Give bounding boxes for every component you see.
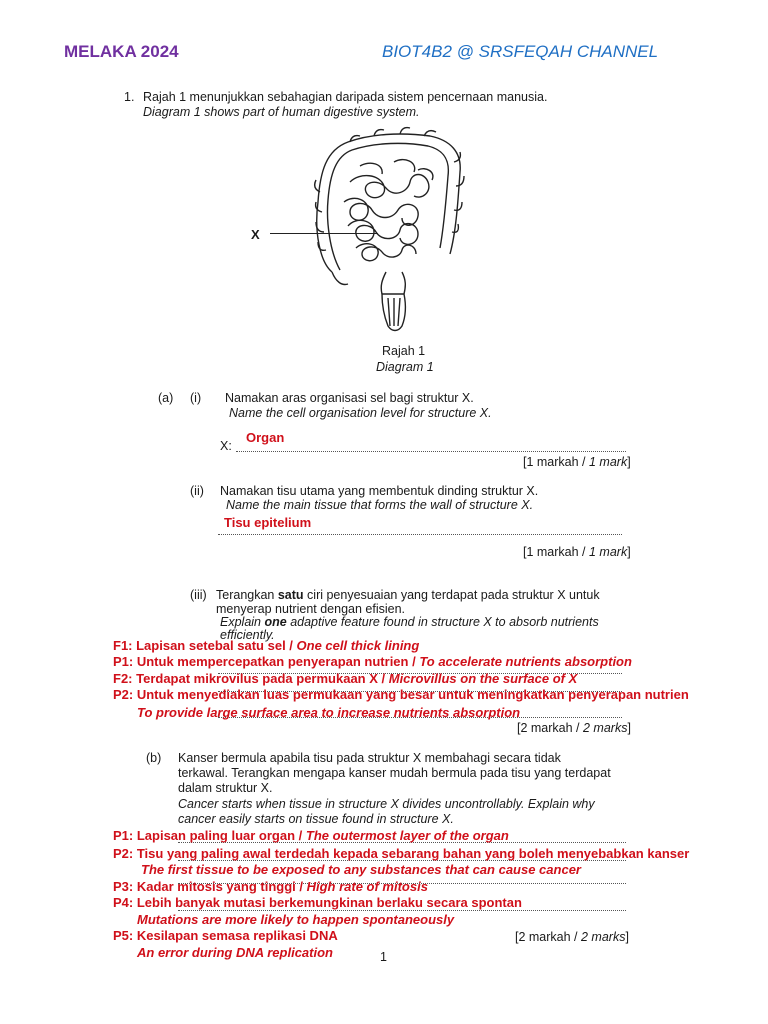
part-a-iii-label: (iii) bbox=[190, 588, 207, 602]
part-a-i-answer-line bbox=[236, 451, 626, 452]
part-b-question-ms-1: Kanser bermula apabila tisu pada struktur X membahagi secara tidak bbox=[178, 751, 561, 765]
part-a-label: (a) bbox=[158, 391, 174, 405]
part-b-answer-p5: P5: Kesilapan semasa replikasi DNA bbox=[113, 928, 338, 943]
part-a-iii-question-ms: Terangkan satu ciri penyesuaian yang terdapat pada struktur X untuk bbox=[216, 588, 600, 602]
diagram-caption-ms: Rajah 1 bbox=[382, 344, 426, 358]
part-a-iii-answer-p1: P1: Untuk mempercepatkan penyerapan nutrien / To accelerate nutrients absorption bbox=[113, 654, 632, 669]
structure-x-pointer-line bbox=[270, 233, 378, 234]
structure-x-label: X bbox=[251, 227, 260, 242]
page-number: 1 bbox=[380, 950, 387, 964]
part-b-marks: [2 markah / 2 marks] bbox=[515, 930, 629, 944]
part-a-i-prefix: X: bbox=[220, 439, 232, 453]
part-b-question-en-2: cancer easily starts on tissue found in structure X. bbox=[178, 812, 454, 826]
part-b-answer-p4: P4: Lebih banyak mutasi berkemungkinan berlaku secara spontan bbox=[113, 895, 522, 910]
part-a-ii-label: (ii) bbox=[190, 484, 204, 498]
part-a-iii-question-en: Explain one adaptive feature found in structure X to absorb nutrients bbox=[220, 615, 599, 629]
part-a-ii-question-ms: Namakan tisu utama yang membentuk dinding struktur X. bbox=[220, 484, 539, 498]
part-a-iii-question-ms-2: menyerap nutrient dengan efisien. bbox=[216, 602, 406, 616]
part-a-ii-answer: Tisu epitelium bbox=[224, 515, 312, 530]
part-a-iii-question-en-2: efficiently. bbox=[220, 628, 275, 642]
part-b-question-en-1: Cancer starts when tissue in structure X divides uncontrollably. Explain why bbox=[178, 797, 595, 811]
part-a-ii-question-en: Name the main tissue that forms the wall of structure X. bbox=[226, 498, 534, 512]
part-a-iii-marks: [2 markah / 2 marks] bbox=[517, 721, 631, 735]
digestive-system-diagram bbox=[290, 122, 480, 334]
question-stem-en: Diagram 1 shows part of human digestive system. bbox=[143, 105, 420, 119]
part-b-answer-p2-en: The first tissue to be exposed to any substances that can cause cancer bbox=[141, 862, 581, 877]
part-a-i-answer: Organ bbox=[246, 430, 285, 445]
part-b-question-ms-3: dalam struktur X. bbox=[178, 781, 273, 795]
part-b-answer-p1: P1: Lapisan paling luar organ / The outermost layer of the organ bbox=[113, 828, 509, 843]
part-a-iii-answer-f1: F1: Lapisan setebal satu sel / One cell thick lining bbox=[113, 638, 420, 653]
header-channel-name: BIOT4B2 @ SRSFEQAH CHANNEL bbox=[382, 42, 659, 61]
part-b-answer-line-4 bbox=[178, 910, 626, 911]
part-a-i-question-en: Name the cell organisation level for structure X. bbox=[229, 406, 492, 420]
question-stem-ms: Rajah 1 menunjukkan sebahagian daripada sistem pencernaan manusia. bbox=[143, 90, 548, 104]
diagram-caption-en: Diagram 1 bbox=[376, 360, 434, 374]
part-a-ii-answer-line bbox=[218, 534, 622, 535]
header-exam-title: MELAKA 2024 bbox=[64, 42, 179, 61]
part-b-answer-p2: P2: Tisu yang paling awal terdedah kepada sebarang bahan yang boleh menyebabkan kanser bbox=[113, 846, 690, 861]
part-a-i-question-ms: Namakan aras organisasi sel bagi struktur X. bbox=[225, 391, 474, 405]
part-a-ii-marks: [1 markah / 1 mark] bbox=[523, 545, 631, 559]
part-a-iii-answer-p2: P2: Untuk menyediakan luas permukaan yang besar untuk meningkatkan penyerapan nutrien bbox=[113, 687, 689, 702]
question-number: 1. bbox=[124, 90, 135, 104]
part-b-answer-p5-en: An error during DNA replication bbox=[137, 945, 333, 960]
part-b-label: (b) bbox=[146, 751, 162, 765]
part-b-question-ms-2: terkawal. Terangkan mengapa kanser mudah bermula pada tisu yang terdapat bbox=[178, 766, 611, 780]
part-a-iii-answer-p2-en: To provide large surface area to increase nutrients absorption bbox=[137, 705, 521, 720]
part-a-i-label: (i) bbox=[190, 391, 202, 405]
part-b-answer-p4-en: Mutations are more likely to happen spontaneously bbox=[137, 912, 455, 927]
part-a-i-marks: [1 markah / 1 mark] bbox=[523, 455, 631, 469]
part-a-iii-answer-f2: F2: Terdapat mikrovilus pada permukaan X / Microvillus on the surface of X bbox=[113, 671, 578, 686]
part-b-answer-p3: P3: Kadar mitosis yang tinggi / High rate of mitosis bbox=[113, 879, 428, 894]
